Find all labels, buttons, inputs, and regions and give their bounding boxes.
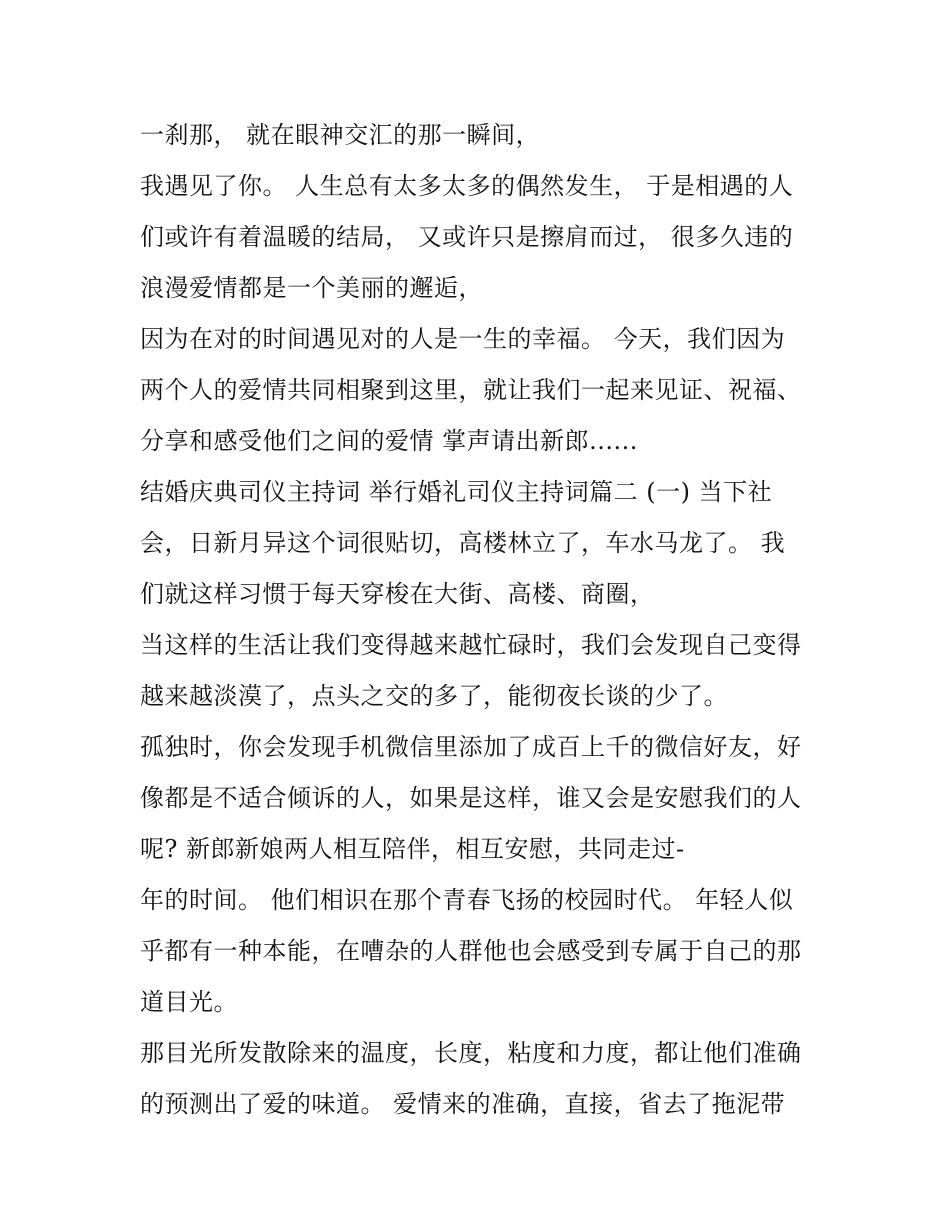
text-line: 像都是不适合倾诉的人，如果是这样，谁又会是安慰我们的人 — [140, 784, 802, 812]
text-line: 年的时间。 他们相识在那个青春飞扬的校园时代。 年轻人似 — [140, 886, 794, 914]
text-line: 呢? 新郎新娘两人相互陪伴，相互安慰，共同走过- — [140, 835, 685, 863]
text-line: 们就这样习惯于每天穿梭在大街、高楼、商圈， — [140, 580, 655, 608]
text-line: 当这样的生活让我们变得越来越忙碌时，我们会发现自己变得 — [140, 631, 802, 659]
text-line: 会，日新月异这个词很贴切，高楼林立了，车水马龙了。 我 — [140, 529, 786, 557]
text-line: 我遇见了你。 人生总有太多太多的偶然发生， 于是相遇的人 — [140, 172, 794, 200]
text-line: 因为在对的时间遇见对的人是一生的幸福。 今天，我们因为 — [140, 325, 786, 353]
text-line: 的预测出了爱的味道。 爱情来的准确，直接，省去了拖泥带 — [140, 1090, 786, 1118]
text-line: 结婚庆典司仪主持词 举行婚礼司仪主持词篇二 (一) 当下社 — [140, 478, 773, 506]
document-body — [140, 110, 830, 1130]
text-line: 们或许有着温暖的结局， 又或许只是擦肩而过， 很多久违的 — [140, 223, 794, 251]
text-line: 浪漫爱情都是一个美丽的邂逅， — [140, 274, 483, 302]
text-line: 一刹那， 就在眼神交汇的那一瞬间， — [140, 121, 541, 149]
text-line: 乎都有一种本能，在嘈杂的人群他也会感受到专属于自己的那 — [140, 937, 802, 965]
text-line: 越来越淡漠了，点头之交的多了，能彻夜长谈的少了。 — [140, 682, 728, 710]
text-line: 那目光所发散除来的温度，长度，粘度和力度，都让他们准确 — [140, 1039, 802, 1067]
text-line: 孤独时，你会发现手机微信里添加了成百上千的微信好友，好 — [140, 733, 802, 761]
text-line: 两个人的爱情共同相聚到这里，就让我们一起来见证、祝福、 — [140, 376, 802, 404]
text-line: 分享和感受他们之间的爱情 掌声请出新郎...... — [140, 427, 638, 455]
text-line: 道目光。 — [140, 988, 238, 1016]
